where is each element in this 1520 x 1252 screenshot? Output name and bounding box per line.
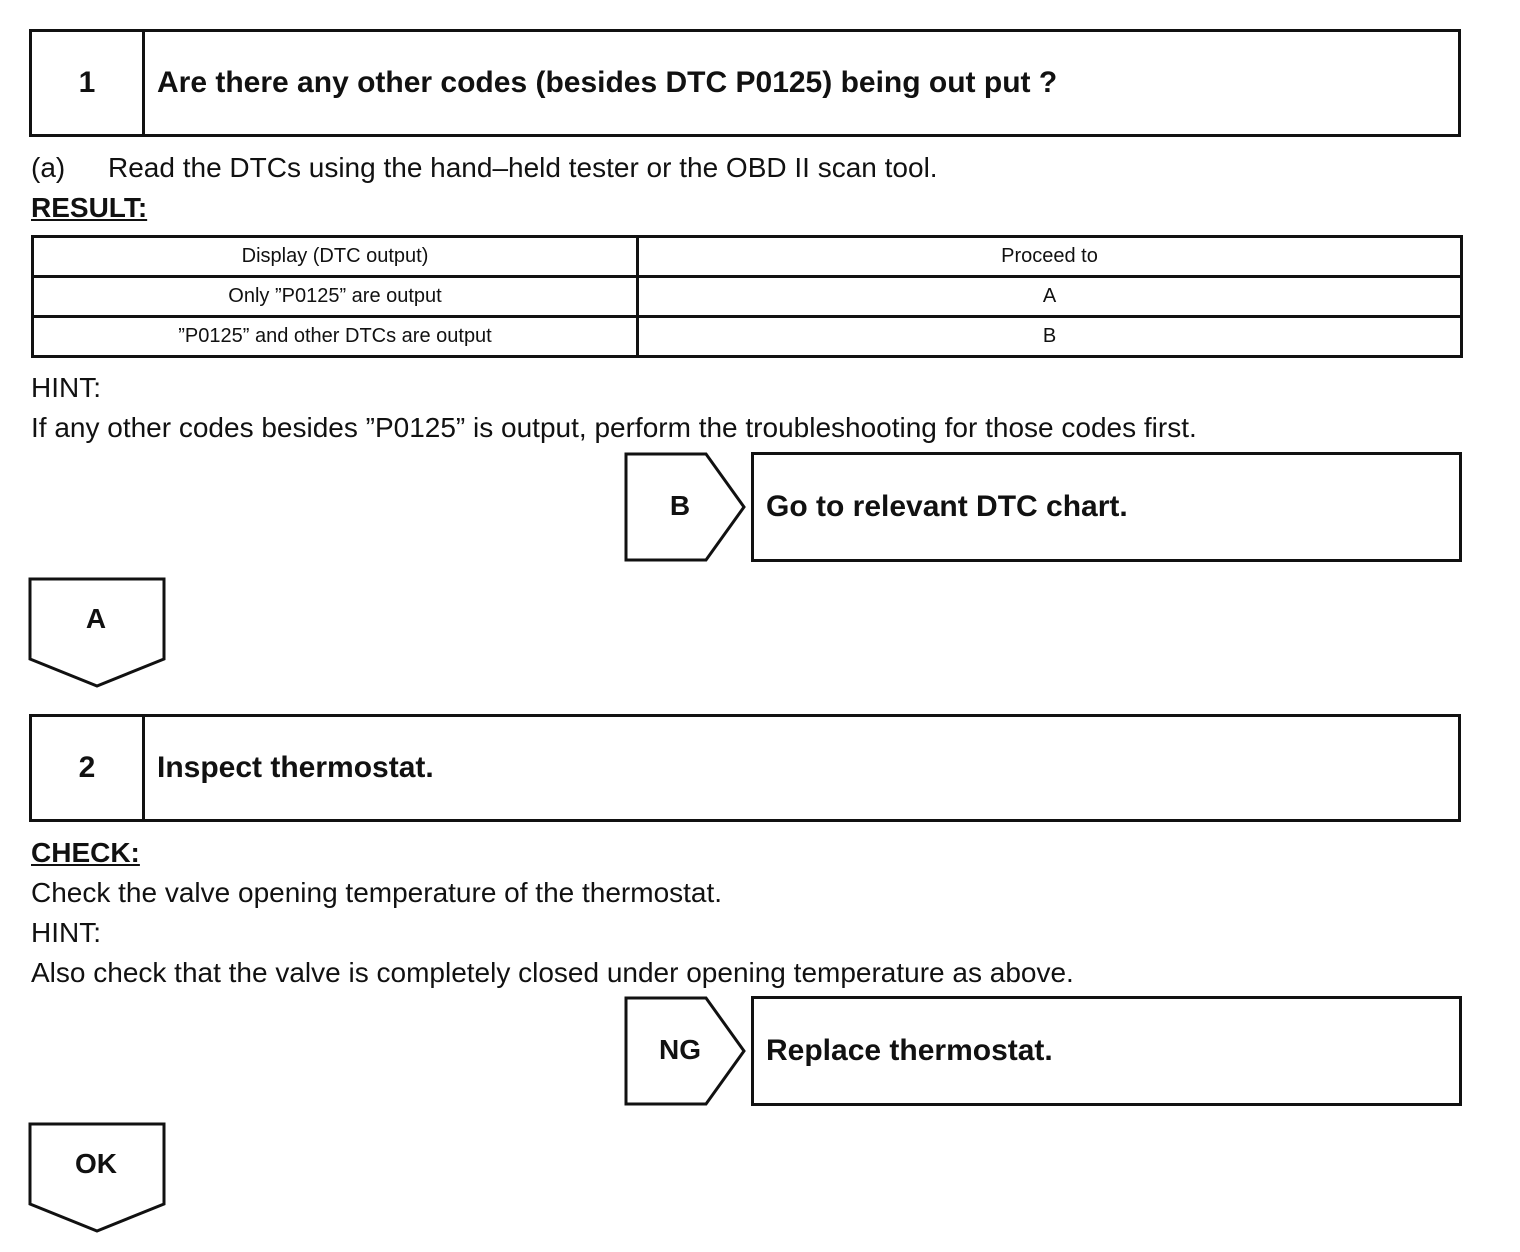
branch-ng-action xyxy=(751,996,1462,1106)
step-2-hint-text: Also check that the valve is completely closed under opening temperature as above. xyxy=(31,957,1074,988)
branch-b-tag xyxy=(624,452,748,562)
step-1-instruction-text: Read the DTCs using the hand–held tester or the OBD II scan tool. xyxy=(108,152,938,183)
table-cell-proceed: B xyxy=(638,317,1462,357)
step-1-number: 1 xyxy=(32,32,145,134)
step-2-title: Inspect thermostat. xyxy=(157,751,434,784)
branch-b-action xyxy=(751,452,1462,562)
result-table xyxy=(31,235,1463,358)
table-header-display: Display (DTC output) xyxy=(33,237,638,277)
table-cell-proceed: A xyxy=(638,277,1462,317)
step-2-hint-label: HINT: xyxy=(31,917,101,948)
step-1-title: Are there any other codes (besides DTC P0125) being out put ? xyxy=(157,66,1058,99)
table-row xyxy=(33,317,1462,357)
table-cell-display: Only ”P0125” are output xyxy=(33,277,638,317)
table-header-row xyxy=(33,237,1462,277)
step-2-header xyxy=(29,714,1461,822)
table-cell-display: ”P0125” and other DTCs are output xyxy=(33,317,638,357)
branch-ng-label: NG xyxy=(659,1034,701,1065)
continue-a-tag xyxy=(28,577,166,689)
step-1-header xyxy=(29,29,1461,137)
table-row xyxy=(33,277,1462,317)
check-label: CHECK: xyxy=(31,837,140,868)
branch-b-label: B xyxy=(669,490,691,521)
continue-ok-tag xyxy=(28,1122,166,1234)
step-1-hint-label: HINT: xyxy=(31,372,101,403)
branch-b-action-text: Go to relevant DTC chart. xyxy=(766,490,1128,523)
table-header-proceed: Proceed to xyxy=(638,237,1462,277)
result-label: RESULT: xyxy=(31,192,148,223)
check-text: Check the valve opening temperature of the thermostat. xyxy=(31,877,723,908)
branch-ng-action-text: Replace thermostat. xyxy=(766,1034,1053,1067)
branch-ng-tag xyxy=(624,996,748,1106)
continue-ok-label: OK xyxy=(75,1148,117,1179)
step-2-number: 2 xyxy=(32,717,145,819)
step-1-instruction-label: (a) xyxy=(31,152,66,183)
continue-a-label: A xyxy=(85,603,107,634)
step-1-hint-text: If any other codes besides ”P0125” is output, perform the troubleshooting for those codes first. xyxy=(31,412,1197,443)
